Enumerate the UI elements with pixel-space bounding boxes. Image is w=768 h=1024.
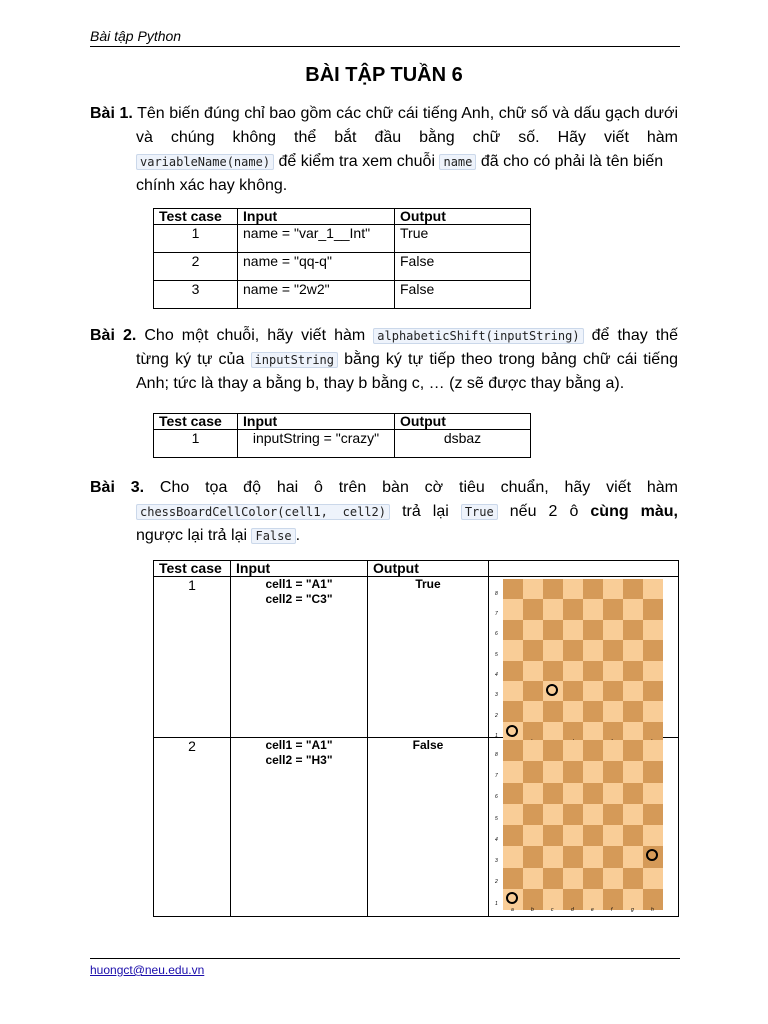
board-square-e2 (583, 868, 603, 889)
board-square-g5 (623, 804, 643, 825)
rank-label: 7 (495, 610, 498, 617)
board-square-e8 (583, 740, 603, 761)
board-square-g6 (623, 783, 643, 804)
ex1-line-2: và chúng không thể bắt đầu bằng chữ số. Hãy viết hàm (136, 129, 678, 146)
board-square-f1 (603, 889, 623, 910)
table-row (154, 738, 679, 917)
rank-label: 1 (495, 733, 498, 740)
board-square-h3 (643, 681, 663, 701)
board-square-h5 (643, 640, 663, 660)
file-label: e (591, 907, 594, 913)
ex2-label: Bài 2. (90, 327, 137, 344)
ex3-test-table (153, 560, 679, 917)
board-square-g8 (623, 579, 643, 599)
board-square-c4 (543, 825, 563, 846)
page-footer (90, 958, 680, 977)
table-row (154, 430, 531, 458)
ex3-text-3b: . (295, 527, 301, 544)
board-square-f2 (603, 701, 623, 721)
board-square-f4 (603, 825, 623, 846)
board-square-g2 (623, 701, 643, 721)
file-label: b (531, 907, 534, 913)
board-square-d2 (563, 868, 583, 889)
rank-label: 8 (495, 751, 498, 758)
rank-label: 3 (495, 692, 498, 699)
ex1-text-1: Tên biến đúng chỉ bao gồm các chữ cái tiếng Anh, chữ số và dấu gạch dưới (137, 105, 679, 122)
ex1-text-3a: để kiểm tra xem chuỗi (278, 153, 436, 170)
board-square-d8 (563, 740, 583, 761)
board-square-h8 (643, 740, 663, 761)
chess-board-2 (495, 740, 663, 913)
board-square-d4 (563, 825, 583, 846)
board-square-h2 (643, 868, 663, 889)
cell-output: dsbaz (395, 430, 531, 458)
input-cell1: cell1 = "A1" (265, 738, 333, 752)
board-square-f8 (603, 579, 623, 599)
board-square-c2 (543, 868, 563, 889)
rank-label: 4 (495, 672, 498, 679)
board-square-d7 (563, 599, 583, 619)
board-square-f5 (603, 804, 623, 825)
board-square-c5 (543, 804, 563, 825)
rank-label: 6 (495, 794, 498, 801)
board-square-h7 (643, 599, 663, 619)
board-square-h6 (643, 620, 663, 640)
board-square-g7 (623, 599, 643, 619)
board-square-g7 (623, 761, 643, 782)
board-square-a8 (503, 579, 523, 599)
exercise-1-text (90, 102, 678, 198)
ex3-line-3 (90, 524, 678, 548)
board-square-d6 (563, 783, 583, 804)
cell-input: inputString = "crazy" (238, 430, 395, 458)
board-square-f6 (603, 620, 623, 640)
ex1-text-3b: đã cho có phải là tên biến (480, 153, 664, 170)
board-square-c8 (543, 579, 563, 599)
board-square-e5 (583, 640, 603, 660)
board-square-c3 (543, 846, 563, 867)
header-text: Bài tập Python (90, 28, 182, 44)
board-square-f2 (603, 868, 623, 889)
board-square-d5 (563, 640, 583, 660)
rank-label: 2 (495, 879, 498, 886)
cell-output: True (395, 225, 531, 253)
ex2-text-2b: bằng ký tự tiếp theo trong bảng chữ cái tiếng (344, 351, 678, 368)
table-header-row (154, 209, 531, 225)
input-cell1: cell1 = "A1" (265, 577, 333, 591)
cell-input (231, 577, 368, 738)
ex3-label: Bài 3. (90, 479, 145, 496)
board-square-c2 (543, 701, 563, 721)
board-square-a5 (503, 804, 523, 825)
col-header-input: Input (238, 209, 395, 225)
rank-label: 5 (495, 651, 498, 658)
col-header-output: Output (395, 414, 531, 430)
board-square-c7 (543, 761, 563, 782)
chess-board-1 (495, 579, 663, 742)
ex3-text-3a: ngược lại trả lại (136, 527, 248, 544)
cell-testcase: 2 (154, 253, 238, 281)
table-header-row (154, 414, 531, 430)
ex3-text-2b: nếu 2 ô (509, 503, 579, 520)
input-cell2: cell2 = "C3" (265, 592, 333, 606)
board-square-e5 (583, 804, 603, 825)
board-square-b4 (523, 661, 543, 681)
rank-label: 4 (495, 836, 498, 843)
page-header (90, 28, 680, 47)
ex3-code-fn: chessBoardCellColor(cell1, cell2) (136, 504, 390, 520)
col-header-testcase: Test case (154, 209, 238, 225)
board-square-b8 (523, 740, 543, 761)
ex2-line-1 (90, 324, 678, 348)
cell-output: True (368, 577, 489, 738)
footer-email-link[interactable]: huongct@neu.edu.vn (90, 963, 205, 977)
board-square-g8 (623, 740, 643, 761)
ex1-line-3 (90, 150, 678, 174)
board-square-b6 (523, 783, 543, 804)
board-square-c6 (543, 620, 563, 640)
cell-board (489, 577, 679, 738)
cell-board (489, 738, 679, 917)
circle-marker-icon (546, 684, 558, 696)
table-row (154, 253, 531, 281)
board-square-b8 (523, 579, 543, 599)
board-square-c3 (543, 681, 563, 701)
rank-label: 6 (495, 631, 498, 638)
circle-marker-icon (646, 849, 658, 861)
board-square-f4 (603, 661, 623, 681)
col-header-output: Output (395, 209, 531, 225)
rank-label: 1 (495, 900, 498, 907)
ex2-code-arg: inputString (251, 352, 338, 368)
ex3-code-true: True (461, 504, 498, 520)
board-square-b4 (523, 825, 543, 846)
board-square-e8 (583, 579, 603, 599)
board-square-a3 (503, 681, 523, 701)
board-square-g4 (623, 661, 643, 681)
table-row (154, 225, 531, 253)
rank-label: 8 (495, 590, 498, 597)
file-label: d (571, 907, 574, 913)
board-square-d3 (563, 681, 583, 701)
board-square-g5 (623, 640, 643, 660)
board-square-b3 (523, 681, 543, 701)
board-square-b3 (523, 846, 543, 867)
board-square-b5 (523, 804, 543, 825)
page-title: BÀI TẬP TUẦN 6 (305, 64, 463, 86)
board-square-e3 (583, 681, 603, 701)
board-square-h4 (643, 825, 663, 846)
ex1-label: Bài 1. (90, 105, 133, 122)
file-label: f (611, 907, 613, 913)
board-square-a7 (503, 761, 523, 782)
table-row (154, 281, 531, 309)
input-cell2: cell2 = "H3" (265, 753, 333, 767)
board-square-f6 (603, 783, 623, 804)
cell-testcase: 3 (154, 281, 238, 309)
file-label: g (631, 907, 634, 913)
board-square-a6 (503, 783, 523, 804)
board-square-a8 (503, 740, 523, 761)
board-square-d7 (563, 761, 583, 782)
cell-input: name = "2w2" (238, 281, 395, 309)
board-square-b6 (523, 620, 543, 640)
ex1-test-table (153, 208, 531, 309)
cell-testcase: 1 (154, 430, 238, 458)
board-square-g4 (623, 825, 643, 846)
ex1-code-arg: name (439, 154, 476, 170)
board-square-e3 (583, 846, 603, 867)
board-square-d6 (563, 620, 583, 640)
board-square-f3 (603, 846, 623, 867)
ex1-line-4: chính xác hay không. (136, 177, 288, 194)
board-square-b2 (523, 701, 543, 721)
board-square-h8 (643, 579, 663, 599)
board-square-h3 (643, 846, 663, 867)
board-square-a3 (503, 846, 523, 867)
board-square-f5 (603, 640, 623, 660)
file-label: a (511, 907, 514, 913)
ex2-text-1b: để thay thế (591, 327, 679, 344)
board-square-h2 (643, 701, 663, 721)
board-square-a2 (503, 868, 523, 889)
exercise-2-text (90, 324, 678, 396)
file-label: h (651, 907, 654, 913)
board-square-h6 (643, 783, 663, 804)
ex3-text-2c: cùng màu, (590, 503, 679, 520)
board-square-a2 (503, 701, 523, 721)
board-square-e2 (583, 701, 603, 721)
board-square-c8 (543, 740, 563, 761)
board-square-a4 (503, 825, 523, 846)
table-row (154, 577, 679, 738)
ex2-line-2 (90, 348, 678, 372)
ex3-code-false: False (251, 528, 295, 544)
board-square-c4 (543, 661, 563, 681)
cell-input (231, 738, 368, 917)
board-square-b7 (523, 599, 543, 619)
col-header-testcase: Test case (154, 561, 231, 577)
ex1-line-1 (90, 102, 678, 126)
exercise-3-text (90, 476, 678, 548)
ex2-text-1a: Cho một chuỗi, hãy viết hàm (144, 327, 366, 344)
board-square-b5 (523, 640, 543, 660)
board-square-d4 (563, 661, 583, 681)
board-square-c6 (543, 783, 563, 804)
board-square-d3 (563, 846, 583, 867)
cell-testcase: 1 (154, 577, 231, 738)
board-square-f7 (603, 761, 623, 782)
board-square-f8 (603, 740, 623, 761)
cell-output: False (395, 253, 531, 281)
board-square-e7 (583, 599, 603, 619)
cell-testcase: 2 (154, 738, 231, 917)
board-square-g3 (623, 846, 643, 867)
cell-input: name = "qq-q" (238, 253, 395, 281)
board-square-d5 (563, 804, 583, 825)
board-square-a4 (503, 661, 523, 681)
board-square-d2 (563, 701, 583, 721)
board-square-g2 (623, 868, 643, 889)
board-square-g6 (623, 620, 643, 640)
col-header-input: Input (231, 561, 368, 577)
ex3-text-1: Cho tọa độ hai ô trên bàn cờ tiêu chuẩn, hãy viết hàm (159, 479, 678, 496)
board-square-a7 (503, 599, 523, 619)
board-square-c7 (543, 599, 563, 619)
board-square-e4 (583, 825, 603, 846)
col-header-testcase: Test case (154, 414, 238, 430)
board-square-d8 (563, 579, 583, 599)
board-square-e6 (583, 620, 603, 640)
rank-label: 7 (495, 773, 498, 780)
board-square-g3 (623, 681, 643, 701)
board-square-b7 (523, 761, 543, 782)
ex2-text-2a: từng ký tự của (136, 351, 245, 368)
board-square-b2 (523, 868, 543, 889)
rank-label: 5 (495, 815, 498, 822)
board-square-f3 (603, 681, 623, 701)
board-square-a5 (503, 640, 523, 660)
board-square-f7 (603, 599, 623, 619)
ex1-code-fn: variableName(name) (136, 154, 274, 170)
board-square-e4 (583, 661, 603, 681)
cell-input: name = "var_1__Int" (238, 225, 395, 253)
rank-label: 2 (495, 712, 498, 719)
col-header-input: Input (238, 414, 395, 430)
board-square-e7 (583, 761, 603, 782)
board-square-e6 (583, 783, 603, 804)
ex3-line-2 (90, 500, 678, 524)
ex3-line-1 (90, 476, 678, 500)
table-header-row (154, 561, 679, 577)
cell-testcase: 1 (154, 225, 238, 253)
cell-output: False (368, 738, 489, 917)
rank-label: 3 (495, 858, 498, 865)
col-header-board (489, 561, 679, 577)
board-square-c5 (543, 640, 563, 660)
file-label: c (551, 907, 554, 913)
ex2-code-fn: alphabeticShift(inputString) (373, 328, 583, 344)
ex3-text-2a: trả lại (402, 503, 449, 520)
col-header-output: Output (368, 561, 489, 577)
ex2-test-table (153, 413, 531, 458)
board-square-h4 (643, 661, 663, 681)
board-square-h5 (643, 804, 663, 825)
cell-output: False (395, 281, 531, 309)
board-square-a6 (503, 620, 523, 640)
board-square-h7 (643, 761, 663, 782)
ex2-line-3: Anh; tức là thay a bằng b, thay b bằng c, … (z sẽ được thay bằng a). (136, 375, 625, 392)
